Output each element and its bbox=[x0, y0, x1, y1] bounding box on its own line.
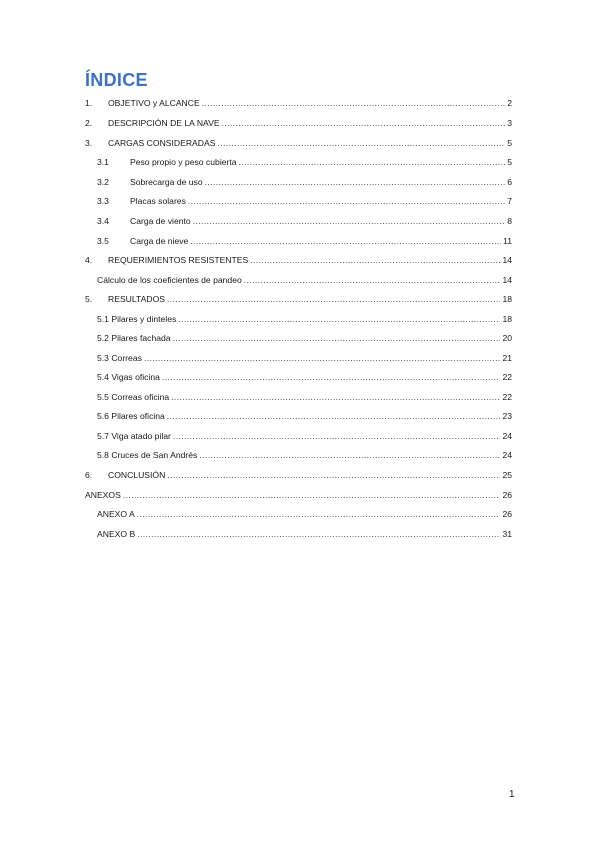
toc-entry-page: 5 bbox=[507, 138, 512, 148]
toc-entry-label: CARGAS CONSIDERADAS bbox=[108, 138, 216, 148]
toc-entry-number: 1. bbox=[85, 98, 93, 108]
toc-entry-label: Cálculo de los coeficientes de pandeo bbox=[97, 275, 242, 285]
toc-leader-dots bbox=[217, 136, 505, 150]
toc-entry-anexos[interactable] bbox=[0, 488, 599, 502]
toc-entry-placas-solares[interactable] bbox=[0, 194, 599, 208]
toc-entry-viga-atado[interactable] bbox=[0, 429, 599, 443]
toc-leader-dots bbox=[250, 253, 500, 267]
toc-entry-label: REQUERIMIENTOS RESISTENTES bbox=[108, 255, 249, 265]
toc-entry-number: 4. bbox=[85, 255, 93, 265]
toc-leader-dots bbox=[171, 390, 500, 404]
toc-entry-number: 3.2 bbox=[97, 177, 109, 187]
toc-entry-label: 5.2 Pilares fachada bbox=[97, 333, 171, 343]
toc-entry-number: 2. bbox=[85, 118, 93, 128]
toc-entry-cruces-san-andres[interactable] bbox=[0, 448, 599, 462]
toc-entry-page: 22 bbox=[502, 372, 512, 382]
toc-leader-dots bbox=[173, 331, 501, 345]
toc-entry-correas[interactable] bbox=[0, 351, 599, 365]
toc-entry-page: 25 bbox=[502, 470, 512, 480]
toc-entry-label: Peso propio y peso cubierta bbox=[130, 157, 237, 167]
toc-entry-page: 20 bbox=[502, 333, 512, 343]
toc-entry-number: 3.4 bbox=[97, 216, 109, 226]
toc-leader-dots bbox=[167, 409, 501, 423]
toc-entry-pilares-oficina[interactable] bbox=[0, 409, 599, 423]
toc-entry-label: DESCRIPCIÓN DE LA NAVE bbox=[108, 118, 220, 128]
toc-entry-pilares-dinteles[interactable] bbox=[0, 312, 599, 326]
toc-entry-page: 18 bbox=[502, 294, 512, 304]
toc-leader-dots bbox=[199, 448, 500, 462]
toc-entry-vigas-oficina[interactable] bbox=[0, 370, 599, 384]
toc-entry-page: 26 bbox=[502, 509, 512, 519]
toc-entry-page: 26 bbox=[502, 490, 512, 500]
toc-leader-dots bbox=[167, 468, 500, 482]
toc-entry-label: OBJETIVO y ALCANCE bbox=[108, 98, 200, 108]
toc-entry-objetivo[interactable] bbox=[0, 96, 599, 110]
toc-entry-number: 3. bbox=[85, 138, 93, 148]
toc-leader-dots bbox=[173, 429, 501, 443]
toc-entry-label: Sobrecarga de uso bbox=[130, 177, 203, 187]
toc-entry-number: 5. bbox=[85, 294, 93, 304]
toc-entry-page: 6 bbox=[507, 177, 512, 187]
toc-entry-label: 5.3 Correas bbox=[97, 353, 142, 363]
toc-leader-dots bbox=[178, 312, 500, 326]
toc-entry-label: 5.8 Cruces de San Andrés bbox=[97, 450, 198, 460]
toc-entry-viento[interactable] bbox=[0, 214, 599, 228]
toc-leader-dots bbox=[239, 155, 506, 169]
toc-entry-page: 23 bbox=[502, 411, 512, 421]
toc-entry-descripcion[interactable] bbox=[0, 116, 599, 130]
toc-leader-dots bbox=[123, 488, 501, 502]
toc-entry-cargas[interactable] bbox=[0, 136, 599, 150]
toc-leader-dots bbox=[137, 527, 500, 541]
toc-entry-resultados[interactable] bbox=[0, 292, 599, 306]
toc-entry-page: 2 bbox=[507, 98, 512, 108]
toc-entry-page: 8 bbox=[507, 216, 512, 226]
toc-entry-peso-propio[interactable] bbox=[0, 155, 599, 169]
toc-entry-page: 18 bbox=[502, 314, 512, 324]
toc-entry-nieve[interactable] bbox=[0, 234, 599, 248]
toc-entry-label: 5.4 Vigas oficina bbox=[97, 372, 160, 382]
toc-entry-conclusion[interactable] bbox=[0, 468, 599, 482]
toc-leader-dots bbox=[167, 292, 500, 306]
toc-entry-correas-oficina[interactable] bbox=[0, 390, 599, 404]
toc-leader-dots bbox=[193, 214, 506, 228]
toc-entry-label: Carga de viento bbox=[130, 216, 191, 226]
toc-entry-number: 3.5 bbox=[97, 236, 109, 246]
toc-entry-number: 3.1 bbox=[97, 157, 109, 167]
page-number: 1 bbox=[509, 789, 515, 800]
toc-entry-number: 3.3 bbox=[97, 196, 109, 206]
toc-entry-coeficientes-pandeo[interactable] bbox=[0, 273, 599, 287]
toc-leader-dots bbox=[144, 351, 501, 365]
toc-entry-page: 31 bbox=[502, 529, 512, 539]
toc-entry-label: ANEXO A bbox=[97, 509, 135, 519]
toc-entry-page: 14 bbox=[502, 255, 512, 265]
toc-entry-label: Carga de nieve bbox=[130, 236, 189, 246]
toc-title: ÍNDICE bbox=[85, 70, 148, 90]
toc-leader-dots bbox=[205, 175, 506, 189]
toc-entry-sobrecarga[interactable] bbox=[0, 175, 599, 189]
toc-entry-page: 7 bbox=[507, 196, 512, 206]
toc-entry-label: 5.7 Viga atado pilar bbox=[97, 431, 171, 441]
toc-leader-dots bbox=[202, 96, 506, 110]
toc-entry-page: 14 bbox=[502, 275, 512, 285]
toc-entry-page: 24 bbox=[502, 450, 512, 460]
toc-entry-pilares-fachada[interactable] bbox=[0, 331, 599, 345]
toc-entry-page: 24 bbox=[502, 431, 512, 441]
toc-entry-page: 11 bbox=[503, 236, 512, 246]
toc-entry-page: 5 bbox=[507, 157, 512, 167]
toc-entry-label: 5.5 Correas oficina bbox=[97, 392, 170, 402]
toc-leader-dots bbox=[244, 273, 501, 287]
toc-entry-page: 3 bbox=[507, 118, 512, 128]
toc-leader-dots bbox=[222, 116, 506, 130]
toc-entry-label: CONCLUSIÓN bbox=[108, 470, 166, 480]
toc-entry-label: 5.6 Pilares oficina bbox=[97, 411, 165, 421]
toc-leader-dots bbox=[137, 507, 501, 521]
toc-leader-dots bbox=[190, 234, 501, 248]
toc-entry-label: RESULTADOS bbox=[108, 294, 165, 304]
toc-entry-number: 6. bbox=[85, 470, 93, 480]
toc-entry-anexo-a[interactable] bbox=[0, 507, 599, 521]
toc-entry-page: 22 bbox=[502, 392, 512, 402]
toc-entry-label: ANEXO B bbox=[97, 529, 136, 539]
toc-entry-anexo-b[interactable] bbox=[0, 527, 599, 541]
toc-entry-page: 21 bbox=[502, 353, 512, 363]
toc-entry-requerimientos[interactable] bbox=[0, 253, 599, 267]
toc-entry-label: 5.1 Pilares y dinteles bbox=[97, 314, 177, 324]
toc-leader-dots bbox=[188, 194, 505, 208]
toc-entry-label: Placas solares bbox=[130, 196, 186, 206]
toc-leader-dots bbox=[162, 370, 501, 384]
toc-entry-label: ANEXOS bbox=[85, 490, 121, 500]
